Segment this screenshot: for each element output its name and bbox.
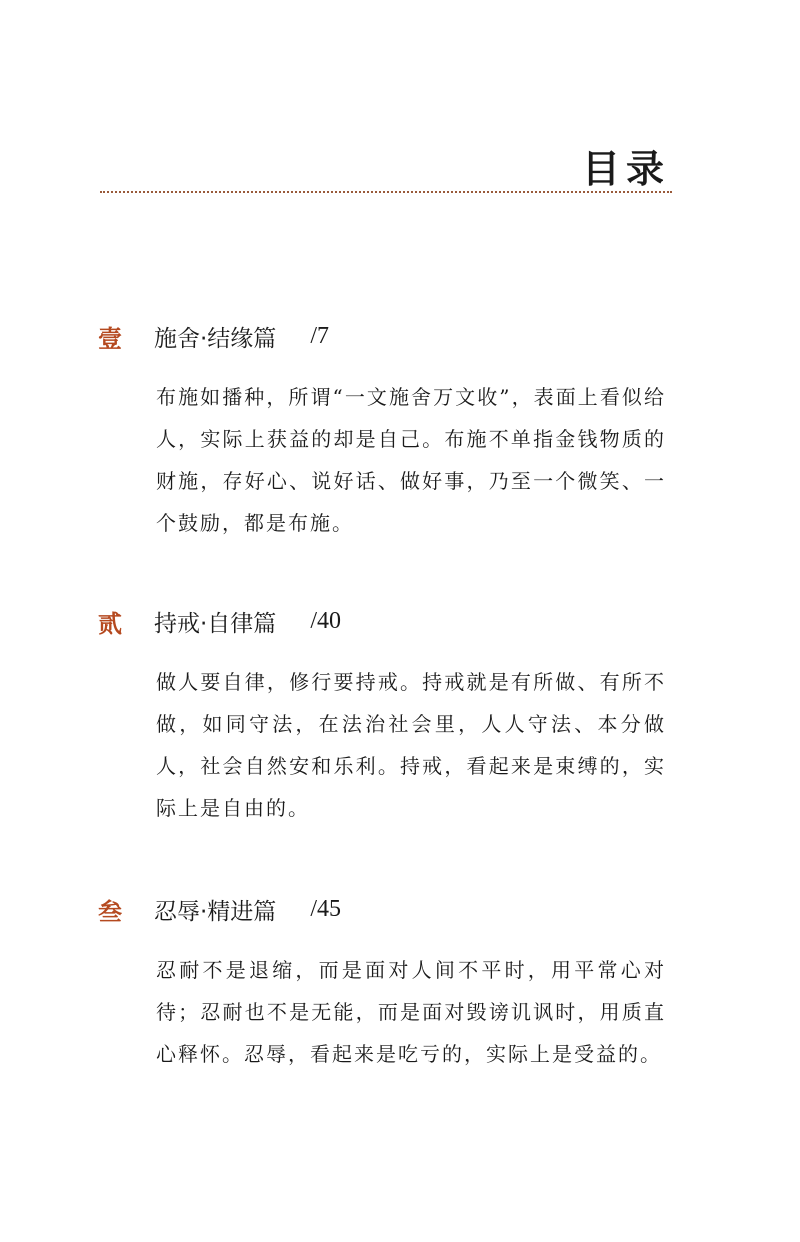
chapter-numeral: 壹 bbox=[98, 324, 122, 353]
title-divider bbox=[100, 191, 672, 193]
toc-entry-header[interactable] bbox=[98, 601, 678, 641]
toc-entry-3[interactable] bbox=[98, 889, 678, 1075]
toc-entry-header[interactable] bbox=[98, 316, 678, 356]
chapter-description: 做人要自律，修行要持戒。持戒就是有所做、有所不做，如同守法，在法治社会里，人人守法、本分做人，社会自然安和乐利。持戒，看起来是束缚的，实际上是自由的。 bbox=[156, 670, 666, 820]
page-title: 目录 bbox=[581, 147, 670, 191]
toc-entry-2[interactable] bbox=[98, 601, 678, 829]
chapter-numeral: 叁 bbox=[98, 897, 122, 926]
chapter-page-number: /7 bbox=[310, 322, 329, 349]
chapter-title[interactable]: 施舍·结缘篇 bbox=[154, 325, 277, 352]
chapter-title[interactable]: 持戒·自律篇 bbox=[154, 610, 277, 637]
chapter-page-number: /45 bbox=[310, 895, 341, 922]
chapter-description: 忍耐不是退缩，而是面对人间不平时，用平常心对待；忍耐也不是无能，而是面对毁谤讥讽时，用质直心释怀。忍辱，看起来是吃亏的，实际上是受益的。 bbox=[156, 958, 666, 1066]
chapter-numeral: 贰 bbox=[98, 609, 122, 638]
toc-entry-1[interactable] bbox=[98, 316, 678, 544]
chapter-description: 布施如播种，所谓“一文施舍万文收”，表面上看似给人，实际上获益的却是自己。布施不单指金钱物质的财施，存好心、说好话、做好事，乃至一个微笑、一个鼓励，都是布施。 bbox=[156, 385, 666, 535]
chapter-page-number: /40 bbox=[310, 607, 341, 634]
toc-entry-header[interactable] bbox=[98, 889, 678, 929]
chapter-title[interactable]: 忍辱·精进篇 bbox=[154, 898, 277, 925]
